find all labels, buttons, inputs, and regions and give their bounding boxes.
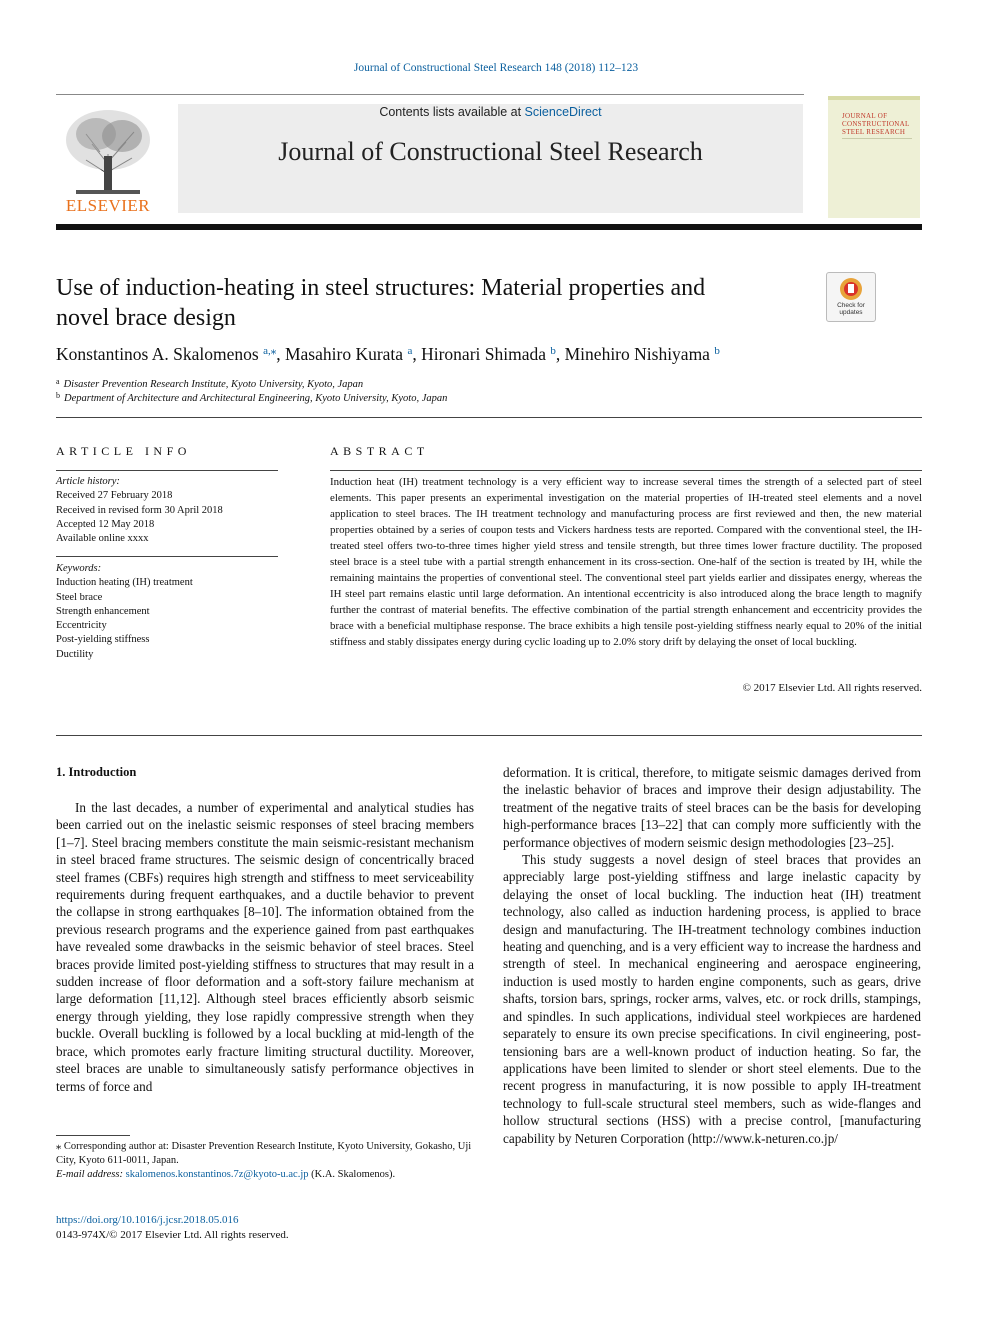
affiliation-divider	[56, 417, 922, 418]
crossmark-label-1: Check for	[837, 302, 865, 309]
history-received: Received 27 February 2018	[56, 490, 173, 502]
paper-title	[56, 273, 796, 333]
abstract-rule	[330, 470, 922, 471]
doi-link[interactable]	[56, 1214, 239, 1226]
keyword: Ductility	[56, 648, 94, 660]
email-label: E-mail address:	[56, 1169, 126, 1181]
email-line	[56, 1168, 476, 1182]
author-name[interactable]: Masahiro Kurata	[284, 344, 404, 364]
elsevier-wordmark: ELSEVIER	[65, 196, 151, 215]
keyword: Steel brace	[56, 591, 103, 603]
author-affiliation-mark[interactable]: a,⁎	[263, 345, 277, 357]
keyword: Strength enhancement	[56, 605, 150, 617]
title-line-1: Use of induction-heating in steel structures: Material properties and	[56, 275, 706, 301]
body-column-right	[503, 764, 921, 1147]
affiliation-key: b	[56, 391, 60, 400]
intro-paragraph-1-continued: deformation. It is critical, therefore, to mitigate seismic damages derived from the inelastic behavior of braces and improve their design adjustability. The treatment of the negative traits of steel braces can be the basis for developing high-performance braces [13–22] that can comply more sufficiently with the performance objectives of modern seismic design methodologies [23–25].	[503, 765, 921, 850]
keyword: Eccentricity	[56, 620, 107, 632]
abstract-heading: ABSTRACT	[330, 444, 429, 458]
abstract-bottom-rule	[56, 735, 922, 736]
history-label: Article history:	[56, 476, 120, 487]
abstract-copyright: © 2017 Elsevier Ltd. All rights reserved.	[742, 682, 922, 694]
email-suffix: (K.A. Skalomenos).	[308, 1169, 396, 1181]
check-for-updates-button[interactable]	[826, 272, 876, 322]
header-divider	[56, 94, 804, 95]
section-heading-introduction: 1. Introduction	[56, 765, 137, 779]
intro-paragraph-1: In the last decades, a number of experimental and analytical studies has been carried out on the inelastic seismic responses of steel bracing members [1–7]. Steel bracing members constitute the main seismic-resistant mechanism in steel braced frame structures. The seismic design of concentrically braced steel frames (CBFs) requires high strength and stiffness to meet serviceability requirements during frequent earthquakes, and a ductile behavior to prevent the collapse in strong earthquakes [8–10]. The information obtained from the previous research programs and the experience gained from past earthquakes have revealed some drawbacks in the seismic behavior of steel braces. Steel braces provide limited post-yielding stiffness to structures that may result in a sudden increase of floor deformation and a soft-story failure mechanism at large deformation [11,12]. Although steel braces efficiently absorb seismic energy through yielding, they lose rapidly compressive strength when they buckle. Overall buckling is followed by a local buckling at mid-length of the brace, which promotes early fracture limiting structural ductility. Moreover, steel braces are unable to simultaneously satisfy performance objectives in terms of force and	[56, 800, 474, 1094]
crossmark-label-2: updates	[839, 309, 863, 316]
author-name[interactable]: Hironari Shimada	[421, 344, 546, 364]
keywords-label: Keywords:	[56, 563, 102, 574]
footnote-rule	[56, 1135, 130, 1136]
keywords	[56, 562, 193, 662]
contents-line	[178, 105, 803, 119]
author-name[interactable]: Konstantinos A. Skalomenos	[56, 344, 259, 364]
corresponding-author-text: ⁎ Corresponding author at: Disaster Prevention Research Institute, Kyoto University, Gokasho, Uji City, Kyoto 611-0011, Japan.	[56, 1141, 472, 1167]
doi-link-text[interactable]: https://doi.org/10.1016/j.jcsr.2018.05.016	[56, 1214, 239, 1226]
author-separator: ,	[412, 344, 422, 364]
author-email-link[interactable]: skalomenos.konstantinos.7z@kyoto-u.ac.jp	[125, 1169, 309, 1181]
author-separator: ,	[555, 344, 565, 364]
author-separator: ,	[276, 344, 285, 364]
cover-divider	[842, 138, 912, 139]
article-history	[56, 475, 223, 546]
history-online: Available online xxxx	[56, 533, 149, 545]
author-affiliation-mark[interactable]: b	[714, 345, 720, 357]
author-list	[56, 344, 936, 365]
affiliation-b	[56, 391, 447, 404]
sciencedirect-link[interactable]: ScienceDirect	[524, 105, 602, 119]
contents-prefix: Contents lists available at	[379, 105, 525, 119]
author-affiliation-mark[interactable]: b	[550, 345, 556, 357]
abstract-text: Induction heat (IH) treatment technology is a very efficient way to increase several times the strength of a selected part of steel elements. This paper presents an experimental investigation on the material properties of IH-treated steel elements and a novel application to steel braces. The IH treatment technology and manufacturing process are first reviewed and then, the new material properties obtained by a series of coupon tests and Vickers hardness tests are reported. Compared with the conventional steel, the IH-treated steel offers two-to-three times higher yield stress and tensile strength, but three times lower fracture ductility. The proposed steel brace is a steel tube with a partial strength enhancement in its cross-section. One-half of the section is treated by IH, while the remaining maintains the properties of conventional steel. The conventional steel part yields earlier and dissipates energy, whereas the IH steel part remains elastic until large deformation. An intentional eccentricity is also introduced along the brace length to magnify further the contrast of material benefits. The effective combination of the partial strength enhancement and eccentricity provides the brace with a beneficial multiphase response. The brace exhibits a high tensile post-yielding stiffness nearly equal to 20% of the initial stiffness and stably dissipates energy during cyclic loading up to 2.0% story drift by delaying the onset of local buckling.	[330, 476, 922, 648]
affiliation-a	[56, 377, 363, 390]
affiliation-text: Department of Architecture and Architectural Engineering, Kyoto University, Kyoto, Japan	[64, 393, 448, 404]
crossmark-icon	[827, 273, 875, 321]
keywords-rule	[56, 556, 278, 557]
title-line-2: novel brace design	[56, 305, 236, 331]
article-info-heading: ARTICLE INFO	[56, 444, 191, 458]
corresponding-author-footnote	[56, 1140, 476, 1183]
keyword: Induction heating (IH) treatment	[56, 577, 193, 589]
article-info-rule	[56, 470, 278, 471]
issn-copyright: 0143-974X/© 2017 Elsevier Ltd. All rights reserved.	[56, 1229, 289, 1241]
history-accepted: Accepted 12 May 2018	[56, 518, 155, 530]
affiliation-text: Disaster Prevention Research Institute, Kyoto University, Kyoto, Japan	[63, 379, 364, 390]
intro-paragraph-2: This study suggests a novel design of steel braces that provides an appreciably large post-yielding stiffness and large inelastic capacity by delaying the onset of local buckling. The induction heat (IH) treatment technology, also called as induction hardening process, is applied to brace design and manufacturing. The IH-treatment technology combines induction heating and quenching, and is a very efficient way to increase the hardness and strength of steel. In mechanical engineering and aerospace engineering, induction is used mostly to harden engine components, such as gears, drive shafts, torsion bars, springs, rocker arms, valves, etc. or rock drills, stampings, and spindles. In such applications, individual steel workpieces are hardened separately to ensure its own precise specifications. In civil engineering, post-tensioning bars are a well-known product of induction heating. So far, the applications have been limited to slender or short steel elements. Due to the recent progress in manufacturing, it is now possible to apply IH-treatment technology to full-scale structural steel members, such as wide-flanges and hollow structural sections (HSS) with a precise control, [manufacturing capability by Neturen Corporation (http://www.k-neturen.co.jp/	[503, 852, 921, 1146]
cover-title: JOURNAL OF CONSTRUCTIONAL STEEL RESEARCH	[842, 112, 910, 136]
history-revised: Received in revised form 30 April 2018	[56, 504, 223, 516]
keyword: Post-yielding stiffness	[56, 634, 150, 646]
journal-reference-link[interactable]: Journal of Constructional Steel Research 148 (2018) 112–123	[353, 62, 639, 74]
body-column-left	[56, 799, 474, 1095]
author-name[interactable]: Minehiro Nishiyama	[564, 344, 710, 364]
author-affiliation-mark[interactable]: a	[407, 345, 413, 357]
affiliation-key: a	[56, 377, 60, 386]
journal-title: Journal of Constructional Steel Research	[278, 137, 703, 166]
header-thick-rule	[56, 224, 922, 230]
